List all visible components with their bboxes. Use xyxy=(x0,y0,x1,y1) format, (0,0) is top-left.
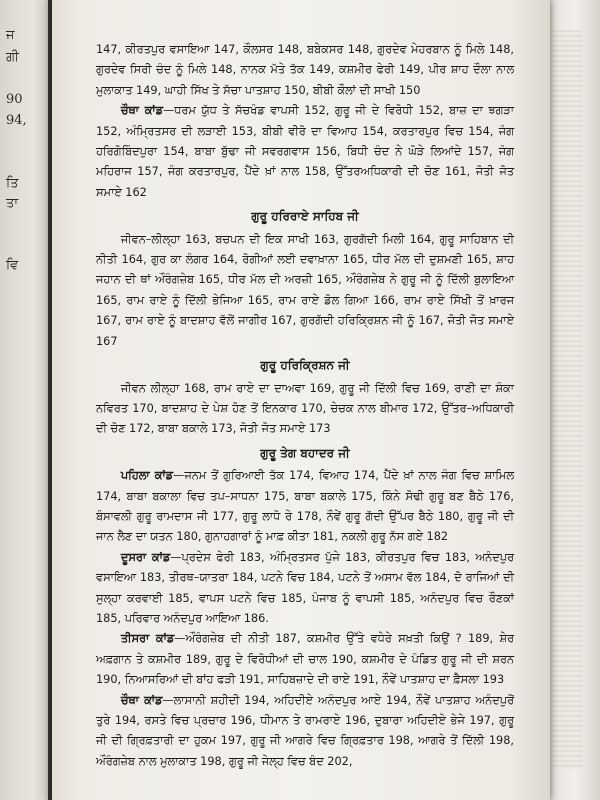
left-edge-fragment: 90 xyxy=(6,92,23,107)
section-label: ਪਹਿਲਾ ਕਾਂਡ xyxy=(120,469,174,483)
left-edge-fragment: ਵਿ xyxy=(6,258,19,273)
section-entries: —ਧਰਮ ਯੁੱਧ ਤੇ ਸੱਚਖੰਡ ਵਾਪਸੀ 152, ਗੁਰੂ ਜੀ ਦੇ ਵਿਰੋਧੀ 152, ਬਾਜ਼ ਦਾ ਝਗੜਾ 152, ਅੰਮ੍ਰਿਤਸਰ ਦੀ ਲੜਾਈ 153, ਬੀਬੀ ਵੀਰੋ ਦਾ ਵਿਆਹ 154, ਕਰਤਾਰਪੁਰ ਵਿਚ 154, ਜੰਗ ਹਰਿਗੋਬਿੰਦਪੁਰਾ 154, ਬਾਬਾ ਬੁੱਢਾ ਜੀ ਸਵਰਗਵਾਸ 156, ਬਿਧੀ ਚੰਦ ਨੇ ਘੋੜੇ ਲਿਆਂਦੇ 157, ਜੰਗ ਮਹਿਰਾਜ 157, ਜੰਗ ਕਰਤਾਰਪੁਰ, ਪੈਂਦੇ ਖ਼ਾਂ ਨਾਲ 158, ਉੱਤਰਅਧਿਕਾਰੀ ਦੀ ਚੋਣ 161, ਜੋਤੀ ਜੋਤ ਸਮਾਏ 162 xyxy=(96,104,514,199)
section-pahila-kand xyxy=(96,466,514,548)
section-entries: —ਲਾਸਾਨੀ ਸ਼ਹੀਦੀ 194, ਅਹਿਦੀਏ ਅਨੰਦਪੁਰ ਆਏ 194, ਨੌਵੇਂ ਪਾਤਸ਼ਾਹ ਅਨੰਦਪੁਰੋਂ ਤੁਰੇ 194, ਰਸਤੇ ਵਿਚ ਪ੍ਰਚਾਰ 196, ਧੀਮਾਨ ਤੇ ਰਾਮਰਾਏ 196, ਦੁਬਾਰਾ ਅਹਿਦੀਏ ਭੇਜੇ 197, ਗੁਰੂ ਜੀ ਦੀ ਗ੍ਰਿਫ਼ਤਾਰੀ ਦਾ ਹੁਕਮ 197, ਗੁਰੂ ਜੀ ਆਗਰੇ ਵਿਚ ਗ੍ਰਿਫ਼ਤਾਰ 198, ਆਗਰੇ ਤੋਂ ਦਿੱਲੀ 198, ਔਰੰਗਜ਼ੇਬ ਨਾਲ ਮੁਲਾਕਾਤ 198, ਗੁਰੂ ਜੀ ਜੇਲ੍ਹ ਵਿਚ ਬੰਦ 202, xyxy=(96,693,514,768)
left-edge-fragment: ਤਾ xyxy=(6,196,19,211)
left-edge-fragment: ਜ xyxy=(6,28,15,43)
har-rai-paragraph: ਜੀਵਨ–ਲੀਲ੍ਹਾ 163, ਬਚਪਨ ਦੀ ਇਕ ਸਾਖੀ 163, ਗੁਰਗੱਦੀ ਮਿਲੀ 164, ਗੁਰੂ ਸਾਹਿਬਾਨ ਦੀ ਨੀਤੀ 164, ਗੁਰ ਕਾ ਲੰਗਰ 164, ਰੋਗੀਆਂ ਲਈ ਦਵਾਖ਼ਾਨਾ 165, ਧੀਰ ਮੱਲ ਦੀ ਦੁਸ਼ਮਣੀ 165, ਸ਼ਾਹ ਜਹਾਨ ਦੀ ਥਾਂ ਔਰੰਗਜ਼ੇਬ 165, ਧੀਰ ਮੱਲ ਦੀ ਅਰਜ਼ੀ 165, ਔਰੰਗਜ਼ੇਬ ਨੇ ਗੁਰੂ ਜੀ ਨੂੰ ਦਿੱਲੀ ਬੁਲਾਇਆ 165, ਰਾਮ ਰਾਏ ਨੂੰ ਦਿੱਲੀ ਭੇਜਿਆ 165, ਰਾਮ ਰਾਏ ਡੋਲ ਗਿਆ 166, ਰਾਮ ਰਾਏ ਸਿੱਖੀ ਤੋਂ ਖ਼ਾਰਜ 167, ਰਾਮ ਰਾਏ ਨੂੰ ਬਾਦਸ਼ਾਹ ਵੱਲੋਂ ਜਾਗੀਰ 167, ਗੁਰਗੱਦੀ ਹਰਿਕ੍ਰਿਸ਼ਨ ਜੀ ਨੂੰ 167, ਜੋਤੀ ਜੋਤ ਸਮਾਏ 167 xyxy=(96,232,514,348)
section-label: ਦੂਸਰਾ ਕਾਂਡ xyxy=(120,550,171,564)
section-teeja-kand xyxy=(96,629,514,690)
table-of-contents xyxy=(96,40,514,772)
left-edge-fragment: ਗੀ xyxy=(6,50,19,65)
heading-guru-tegh-bahadur: ਗੁਰੂ ਤੇਗ ਬਹਾਦਰ ਜੀ xyxy=(260,445,350,460)
section-chautha-kand-2 xyxy=(96,691,514,773)
intro-paragraph: 147, ਕੀਰਤਪੁਰ ਵਸਾਇਆ 147, ਕੌਲਸਰ 148, ਬਬੇਕਸਰ 148, ਗੁਰਦੇਵ ਮੇਹਰਬਾਨ ਨੂੰ ਮਿਲੇ 148, ਗੁਰਦੇਵ ਸਿਰੀ ਚੰਦ ਨੂੰ ਮਿਲੇ 148, ਨਾਨਕ ਮੱਤੇ ਤੱਕ 149, ਕਸ਼ਮੀਰ ਫੇਰੀ 149, ਪੀਰ ਸ਼ਾਹ ਦੌਲਾ ਨਾਲ ਮੁਲਾਕਾਤ 149, ਘਾਹੀ ਸਿੱਖ ਤੇ ਸੱਚਾ ਪਾਤਸ਼ਾਹ 150, ਬੀਬੀ ਕੌਲਾਂ ਦੀ ਸਾਖੀ 150 xyxy=(96,43,514,97)
section-entries: —ਔਰੰਗਜ਼ੇਬ ਦੀ ਨੀਤੀ 187, ਕਸ਼ਮੀਰ ਉੱਤੇ ਵਧੇਰੇ ਸਖ਼ਤੀ ਕਿਉਂ ? 189, ਸ਼ੇਰ ਅਫ਼ਗਾਨ ਤੇ ਕਸ਼ਮੀਰ 189, ਗੁਰੂ ਦੇ ਵਿਰੋਧੀਆਂ ਦੀ ਚਾਲ 190, ਕਸ਼ਮੀਰ ਦੇ ਪੰਡਿਤ ਗੁਰੂ ਜੀ ਦੀ ਸ਼ਰਨ 190, ਨਿਆਸਰਿਆਂ ਦੀ ਬਾਂਹ ਫੜੀ 191, ਸਾਹਿਬਜ਼ਾਦੇ ਦੀ ਰਾਏ 191, ਨੌਵੇਂ ਪਾਤਸ਼ਾਹ ਦਾ ਫ਼ੈਸਲਾ 193 xyxy=(96,632,514,687)
book-page xyxy=(52,0,550,800)
section-label: ਚੌਥਾ ਕਾਂਡ xyxy=(120,693,163,707)
section-entries: —ਜਨਮ ਤੋਂ ਗੁਰਿਆਈ ਤੱਕ 174, ਵਿਆਹ 174, ਪੈਂਦੇ ਖ਼ਾਂ ਨਾਲ ਜੰਗ ਵਿਚ ਸ਼ਾਮਿਲ 174, ਬਾਬਾ ਬਕਾਲਾ ਵਿਚ ਤਪ–ਸਾਧਨਾ 175, ਬਾਬਾ ਬਕਾਲੇ 175, ਕਿੰਨੇ ਸੋਢੀ ਗੁਰੂ ਬਣ ਬੈਠੇ 176, ਬੰਸਾਵਲੀ ਗੁਰੂ ਰਾਮਦਾਸ ਜੀ 177, ਗੁਰੂ ਲਾਧੋ ਰੇ 178, ਨੌਵੇਂ ਗੁਰੂ ਗੱਦੀ ਉੱਪਰ ਬੈਠੇ 180, ਗੁਰੂ ਜੀ ਦੀ ਜਾਨ ਲੈਣ ਦਾ ਯਤਨ 180, ਗੁਨਾਹਗਾਰਾਂ ਨੂੰ ਮਾਫ਼ ਕੀਤਾ 181, ਨਕਲੀ ਗੁਰੂ ਨੱਸ ਗਏ 182 xyxy=(96,469,514,544)
heading-guru-har-rai: ਗੁਰੂ ਹਰਿਰਾਏ ਸਾਹਿਬ ਜੀ xyxy=(251,209,359,224)
har-krishan-paragraph: ਜੀਵਨ ਲੀਲ੍ਹਾ 168, ਰਾਮ ਰਾਏ ਦਾ ਦਾਅਵਾ 169, ਗੁਰੂ ਜੀ ਦਿੱਲੀ ਵਿਚ 169, ਰਾਣੀ ਦਾ ਸ਼ੰਕਾ ਨਵਿਰਤ 170, ਬਾਦਸ਼ਾਹ ਦੇ ਪੇਸ਼ ਹੋਣ ਤੋਂ ਇਨਕਾਰ 170, ਚੇਚਕ ਨਾਲ ਬੀਮਾਰ 172, ਉੱਤਰ–ਅਧਿਕਾਰੀ ਦੀ ਚੋਣ 172, ਬਾਬਾ ਬਕਾਲੇ 173, ਜੋਤੀ ਜੋਤ ਸਮਾਏ 173 xyxy=(96,381,514,436)
section-label: ਤੀਸਰਾ ਕਾਂਡ xyxy=(120,632,175,646)
book-cover-left xyxy=(0,0,48,800)
section-entries: —ਪ੍ਰਦੇਸ ਫੇਰੀ 183, ਅੰਮ੍ਰਿਤਸਰ ਪੁੱਜੇ 183, ਕੀਰਤਪੁਰ ਵਿਚ 183, ਅਨੰਦਪੁਰ ਵਸਾਇਆ 183, ਤੀਰਥ–ਯਾਤਰਾ 184, ਪਟਨੇ ਵਿਚ 184, ਪਟਨੇ ਤੋਂ ਅਸਾਮ ਵੱਲ 184, ਦੋ ਰਾਜਿਆਂ ਦੀ ਸੁਲ੍ਹਾ ਕਰਵਾਈ 185, ਵਾਪਸ ਪਟਨੇ ਵਿਚ 185, ਪੰਜਾਬ ਨੂੰ ਵਾਪਸੀ 185, ਅਨੰਦਪੁਰ ਵਿਚ ਰੌਣਕਾਂ 185, ਪਰਿਵਾਰ ਅਨੰਦਪੁਰ ਆਇਆ 186. xyxy=(96,550,514,625)
left-edge-fragment: 94, xyxy=(6,113,27,128)
left-edge-fragment: ਤਿ xyxy=(6,176,19,191)
heading-guru-har-krishan: ਗੁਰੂ ਹਰਿਕ੍ਰਿਸ਼ਨ ਜੀ xyxy=(260,358,350,373)
section-chautha-kand xyxy=(96,101,514,203)
section-label: ਚੌਥਾ ਕਾਂਡ xyxy=(120,104,163,118)
section-dooja-kand xyxy=(96,548,514,630)
